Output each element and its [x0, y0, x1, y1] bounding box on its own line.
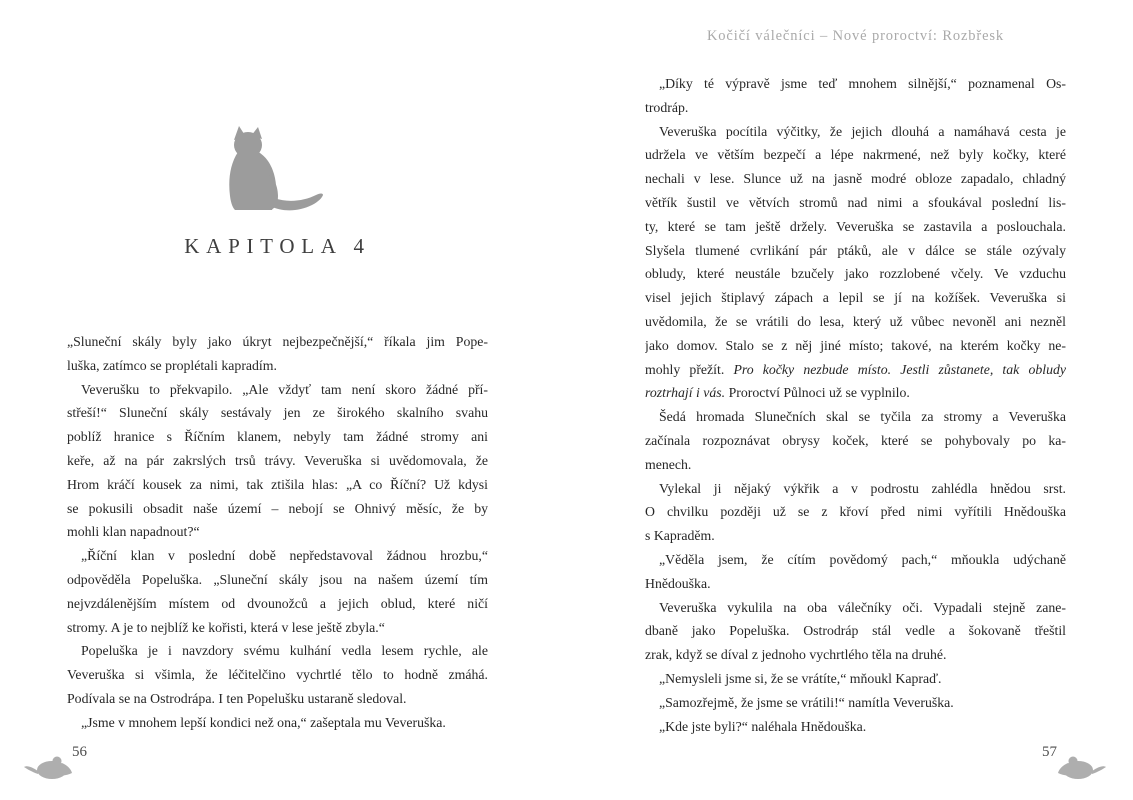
page-number-left: 56	[72, 744, 87, 760]
text-line: stromy. A je to nejblíž ke kořisti, která v lese ještě zbyla.“	[67, 619, 385, 635]
cat-icon	[220, 126, 324, 216]
text-line: zrak, když se díval z jednoho vychrtlého těla na druhé.	[645, 647, 947, 663]
text-line: udržela ve větším bezpečí a lépe nakrmené, než byly kočky, které	[645, 147, 1066, 163]
text-line: nechali v lese. Slunce už na jasně modré obloze zapadalo, chladný	[645, 171, 1066, 187]
text-line: Veveruška si všimla, že léčitelčino vychrtlé tělo to hodně zmáhá.	[67, 667, 488, 683]
text-line: dbaně jako Popeluška. Ostrodráp stál vedle a šokovaně třeštil	[645, 623, 1066, 639]
text-line: odpověděla Popeluška. „Sluneční skály jsou na našem území tím	[67, 571, 488, 587]
text-line: „Samozřejmě, že jsme se vrátili!“ namítla Veveruška.	[659, 694, 954, 710]
text-line: Šedá hromada Slunečních skal se tyčila za stromy a Veveruška	[659, 409, 1066, 425]
text-line: Podívala se na Ostrodrápa. I ten Popelušku ustaraně sledoval.	[67, 690, 407, 706]
text-line: Veveruška pocítila výčitky, že jejich dlouhá a namáhavá cesta je	[659, 123, 1066, 139]
text-line: „Jsme v mnohem lepší kondici než ona,“ zašeptala mu Veveruška.	[81, 714, 446, 730]
text-line: jako domov. Stalo se z něj jiné místo; takové, na kterém kočky ne-	[645, 337, 1066, 353]
mouse-icon	[1058, 755, 1106, 781]
text-line: luška, zatímco se proplétali kapradím.	[67, 357, 277, 373]
text-line: větřík šustil ve větvích stromů nad nimi a sfoukával poslední lis-	[645, 194, 1066, 210]
text-line: „Kde jste byli?“ naléhala Hnědouška.	[659, 718, 867, 734]
text-line: „Nemysleli jsme si, že se vrátíte,“ mňoukl Kapraď.	[659, 670, 942, 686]
page-number-right: 57	[1042, 744, 1057, 760]
text-line: mohly přežít. Pro kočky nezbude místo. Jestli zůstanete, tak obludy	[645, 361, 1066, 377]
text-line: obludy, které neustále bzučely jako rozzlobené včely. Ve vzduchu	[645, 266, 1066, 282]
right-page-body-text	[645, 72, 1066, 738]
text-line: Veverušku to překvapilo. „Ale vždyť tam není skoro žádné pří-	[81, 381, 488, 397]
text-line: střeší!“ Sluneční skály sestávaly jen ze širokého skalního svahu	[67, 405, 488, 421]
text-line: trodráp.	[645, 99, 689, 115]
text-line: Hnědouška.	[645, 575, 711, 591]
running-title: Kočičí válečníci – Nové proroctví: Rozbřesk	[706, 28, 1005, 44]
text-line: uvědomila, že se vrátili do lesa, který už vůbec nevoněl ani nezněl	[645, 313, 1066, 329]
text-line: roztrhají i vás. Proroctví Půlnoci už se vyplnilo.	[645, 385, 910, 401]
text-line: O chvilku později už se z křoví před nimi vyřítili Hnědouška	[645, 504, 1066, 520]
text-line: s Kapraděm.	[645, 528, 715, 544]
text-line: „Sluneční skály byly jako úkryt nejbezpečnější,“ říkala jim Pope-	[67, 334, 488, 349]
text-line: „Říční klan v poslední době nepředstavoval žádnou hrozbu,“	[81, 548, 488, 564]
text-line: ty, které se tam ještě držely. Veveruška se zastavila a poslouchala.	[645, 218, 1066, 234]
text-line: „Věděla jsem, že cítím povědomý pach,“ mňoukla udýchaně	[659, 551, 1066, 567]
text-line: se pokusili obsadit naše území – nebojí se Ohnivý měsíc, že by	[67, 500, 488, 516]
text-line: Hrom kráčí kousek za nimi, tak ztišila hlas: „A co Říční? Už kdysi	[67, 476, 488, 492]
text-line: poblíž hranice s Říčním klanem, nebyly tam žádné stromy ani	[67, 429, 488, 445]
text-line: menech.	[645, 456, 692, 472]
mouse-icon	[24, 755, 72, 781]
text-line: Veveruška vykulila na oba válečníky oči. Vypadali stejně zane-	[659, 599, 1066, 615]
left-page-body-text	[67, 330, 488, 735]
chapter-heading: KAPITOLA 4	[184, 234, 371, 258]
text-line: keře, až na pár zakrslých trsů trávy. Veveruška si uvědomovala, že	[67, 452, 488, 468]
text-line: „Díky té výpravě jsme teď mnohem silnější,“ poznamenal Os-	[659, 76, 1066, 91]
text-line: začínala rozpoznávat obrysy koček, které se pohybovaly po ka-	[645, 432, 1066, 448]
text-line: visel jejich štiplavý zápach a lepil se jí na kožíšek. Veveruška si	[645, 290, 1066, 306]
text-line: mohli klan napadnout?“	[67, 524, 200, 540]
text-line: Slyšela tlumené cvrlikání pár ptáků, ale v dálce se stále ozývaly	[645, 242, 1066, 258]
text-line: Vylekal ji nějaký výkřik a v podrostu zahlédla hnědou srst.	[659, 480, 1066, 496]
text-line: Popeluška je i navzdory svému kulhání vedla lesem rychle, ale	[81, 643, 488, 659]
text-line: nejvzdálenějším místem od dvounožců a jejich oblud, které ničí	[67, 595, 488, 611]
